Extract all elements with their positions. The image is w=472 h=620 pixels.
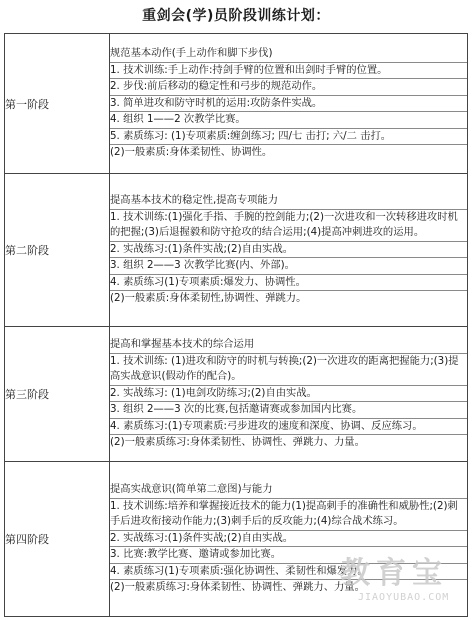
plan-line: (2)一般素质练习:身体柔韧性、协调性、弹跳力、力量。 bbox=[110, 436, 365, 449]
plan-line: 1. 技术训练: (1)进攻和防守的时机与转换;(2)一次进攻的距离把握能力;(3)提高实战意识(假动作的配合)。 bbox=[110, 354, 467, 386]
plan-line: 2. 实战练习: (1)电剑攻防练习;(2)自由实战。 bbox=[110, 386, 467, 403]
watermark-url: JIAOYUBAO.COM bbox=[358, 592, 450, 603]
stage-content bbox=[110, 174, 468, 327]
stage-content bbox=[110, 327, 468, 462]
plan-line: 5. 素质练习: (1)专项素质:缠剑练习; 四/七 击打; 六/二 击打。 bbox=[110, 129, 467, 146]
page-title: 重剑会(学)员阶段训练计划： bbox=[142, 8, 330, 24]
plan-line: 3. 组织 2——3 次的比赛,包括邀请赛或参加国内比赛。 bbox=[110, 402, 467, 419]
plan-line: 2. 实战练习:(1)条件实战;(2)自由实战。 bbox=[110, 531, 467, 548]
plan-line: 4. 素质练习(1)专项素质:爆发力、协调性。 bbox=[110, 275, 467, 292]
plan-line: 3. 组织 2——3 次教学比赛(内、外部)。 bbox=[110, 258, 467, 275]
plan-line: (2)一般素质练习:身体柔韧性、协调性、弹跳力、力量。 bbox=[110, 581, 365, 594]
plan-line: 1. 技术训练:(1)强化手指、手腕的控剑能力;(2)一次进攻和一次转移进攻时机的把握;(3)后退握毅和防守抢攻的结合运用;(4)提高冲刺进攻的运用。 bbox=[110, 210, 467, 242]
stage-content bbox=[110, 34, 468, 174]
plan-line: 2. 实战练习:(1)条件实战;(2)自由实战。 bbox=[110, 242, 467, 259]
stage-name: 第二阶段 bbox=[5, 174, 110, 327]
plan-line: 4. 组织 1——2 次教学比赛。 bbox=[110, 112, 467, 129]
stage-goal: 规范基本动作(手上动作和脚下步伐) bbox=[110, 46, 467, 63]
watermark-text: 教育宝 bbox=[340, 556, 448, 591]
plan-line: 3. 比赛:教学比赛、邀请或参加比赛。 bbox=[110, 547, 467, 564]
plan-line: 4. 素质练习:(1)专项素质:弓步进攻的速度和深度、协调、反应练习。 bbox=[110, 419, 467, 436]
stage-goal: 提高和掌握基本技术的综合运用 bbox=[110, 337, 467, 354]
stage-goal: 提高基本技术的稳定性,提高专项能力 bbox=[110, 193, 467, 210]
table-row-stage-1 bbox=[5, 34, 468, 174]
stage-name: 第三阶段 bbox=[5, 327, 110, 462]
plan-line: (2)一般素质:身体柔韧性,协调性、弹跳力。 bbox=[110, 292, 307, 305]
plan-line: 1. 技术训练:手上动作:持剑手臂的位置和出剑时手臂的位置。 bbox=[110, 63, 467, 80]
plan-line: 2. 步伐:前后移动的稳定性和弓步的规范动作。 bbox=[110, 79, 467, 96]
plan-line: 3. 简单进攻和防守时机的运用:攻防条件实战。 bbox=[110, 96, 467, 113]
training-plan-table bbox=[4, 33, 468, 617]
table-row-stage-2 bbox=[5, 174, 468, 327]
table-row-stage-4 bbox=[5, 462, 468, 617]
stage-name: 第一阶段 bbox=[5, 34, 110, 174]
table-row-stage-3 bbox=[5, 327, 468, 462]
plan-line: 1. 技术训练:培养和掌握接近技术的能力(1)提高刺手的准确性和威胁性;(2)刺手后进攻衔接动作能力;(3)刺手后的反攻能力;(4)综合战术练习。 bbox=[110, 499, 467, 531]
plan-line: 4. 素质练习(1)专项素质:强化协调性、柔韧性和爆发力。 bbox=[110, 564, 467, 581]
stage-goal: 提高实战意识(简单第二意图)与能力 bbox=[110, 482, 467, 499]
plan-line: (2)一般素质:身体柔韧性、协调性。 bbox=[110, 146, 273, 159]
stage-content bbox=[110, 462, 468, 617]
stage-name: 第四阶段 bbox=[5, 462, 110, 617]
